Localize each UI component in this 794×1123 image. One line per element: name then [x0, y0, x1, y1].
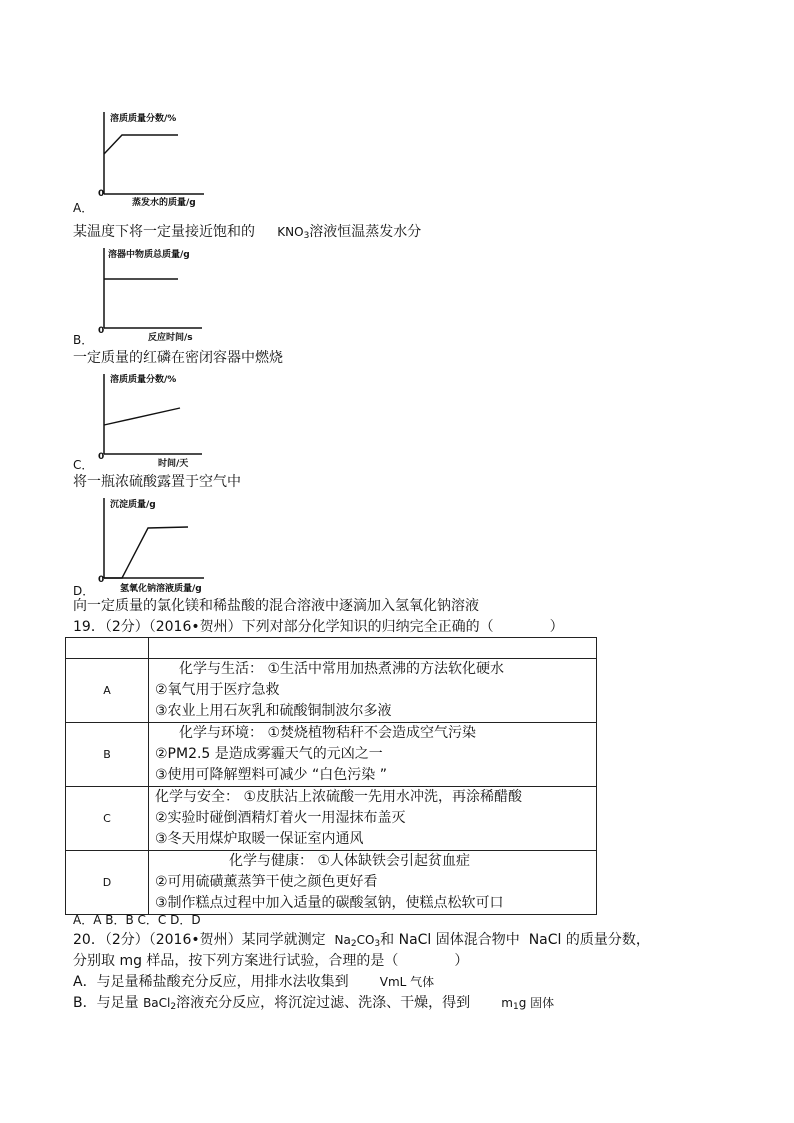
graph-a-origin: 0	[98, 189, 105, 199]
row-key: C	[66, 787, 149, 851]
q19-options: A．A B．B C．C D．D	[73, 913, 201, 927]
row-key: D	[66, 851, 149, 915]
table-row	[66, 851, 597, 915]
row-line: ②氧气用于医疗急救	[155, 682, 280, 698]
graph-c-origin: 0	[98, 452, 105, 462]
q19-table	[65, 637, 597, 915]
row-key: B	[66, 723, 149, 787]
row-key: A	[66, 659, 149, 723]
graph-c-ylabel: 溶质质量分数/%	[110, 375, 177, 385]
table-row	[66, 659, 597, 723]
graph-a	[98, 108, 208, 208]
table-row	[66, 787, 597, 851]
graph-b-xlabel: 反应时间/s	[148, 333, 193, 342]
graph-d-ylabel: 沉淀质量/g	[110, 500, 156, 510]
option-b-label: B．	[73, 333, 94, 347]
graph-d	[98, 494, 218, 594]
table-header-row	[66, 638, 597, 659]
row-line: ③农业上用石灰乳和硫酸铜制波尔多液	[155, 703, 392, 719]
option-c-label: C．	[73, 458, 94, 472]
option-a-label: A．	[73, 201, 94, 215]
graph-b-description: 一定质量的红磷在密闭容器中燃烧	[73, 350, 283, 366]
graph-c-xlabel: 时间/天	[158, 459, 189, 468]
row-line: ③冬天用煤炉取暖一保证室内通风	[155, 831, 364, 847]
q20-stem: 20．（2分）（2016•贺州）某同学就测定 $Na_2CO_3$和 NaCl 固体混合物中 NaCl 的质量分数，	[73, 932, 650, 949]
graph-a-ylabel: 溶质质量分数/%	[110, 114, 177, 124]
q20-option-b: B．与足量 BaCl$_2$溶液充分反应，将沉淀过滤、洗涤、干燥，得到 $m_1g$ 固体	[73, 995, 555, 1012]
graph-d-origin: 0	[98, 575, 105, 585]
graph-d-xlabel: 氢氧化钠溶液质量/g	[120, 584, 202, 594]
row-line: 化学与安全： ①皮肤沾上浓硫酸一先用水冲洗，再涂稀醋酸	[155, 789, 522, 805]
graph-d-description: 向一定质量的氯化镁和稀盐酸的混合溶液中逐滴加入氢氧化钠溶液	[73, 598, 479, 614]
row-line: 化学与环境： ①焚烧植物秸秆不会造成空气污染	[179, 725, 476, 741]
graph-b-ylabel: 溶器中物质总质量/g	[108, 250, 190, 260]
row-line: 化学与生活： ①生活中常用加热煮沸的方法软化硬水	[179, 661, 504, 677]
q20-option-a: A．与足量稀盐酸充分反应，用排水法收集到 VmL 气体	[73, 974, 435, 990]
graph-c	[98, 370, 208, 468]
row-line: ③制作糕点过程中加入适量的碳酸氢钠，使糕点松软可口	[155, 895, 504, 911]
graph-a-curve	[104, 135, 178, 154]
row-line: 化学与健康： ①人体缺铁会引起贫血症	[229, 853, 470, 869]
option-d-label: D．	[73, 584, 95, 598]
graph-a-description: 某温度下将一定量接近饱和的 $KNO_3$溶液恒温蒸发水分	[73, 224, 422, 241]
graph-c-curve	[104, 408, 180, 425]
row-line: ②PM2.5 是造成雾霾天气的元凶之一	[155, 746, 383, 762]
row-line: ②可用硫磺薰蒸笋干使之颜色更好看	[155, 874, 378, 890]
graph-a-xlabel: 蒸发水的质量/g	[132, 198, 196, 208]
q19-stem: 19．（2分）（2016•贺州）下列对部分化学知识的归纳完全正确的（ ）	[73, 619, 564, 635]
graph-b	[98, 244, 208, 342]
row-line: ③使用可降解塑料可减少 “白色污染 ”	[155, 767, 387, 783]
graph-b-origin: 0	[98, 326, 105, 336]
graph-c-description: 将一瓶浓硫酸露置于空气中	[73, 474, 241, 490]
q20-stem-line2: 分别取 mg 样品，按下列方案进行试验，合理的是（ ）	[73, 953, 469, 969]
graph-d-curve	[104, 527, 188, 578]
row-line: ②实验时碰倒酒精灯着火一用湿抹布盖灭	[155, 810, 406, 826]
table-row	[66, 723, 597, 787]
